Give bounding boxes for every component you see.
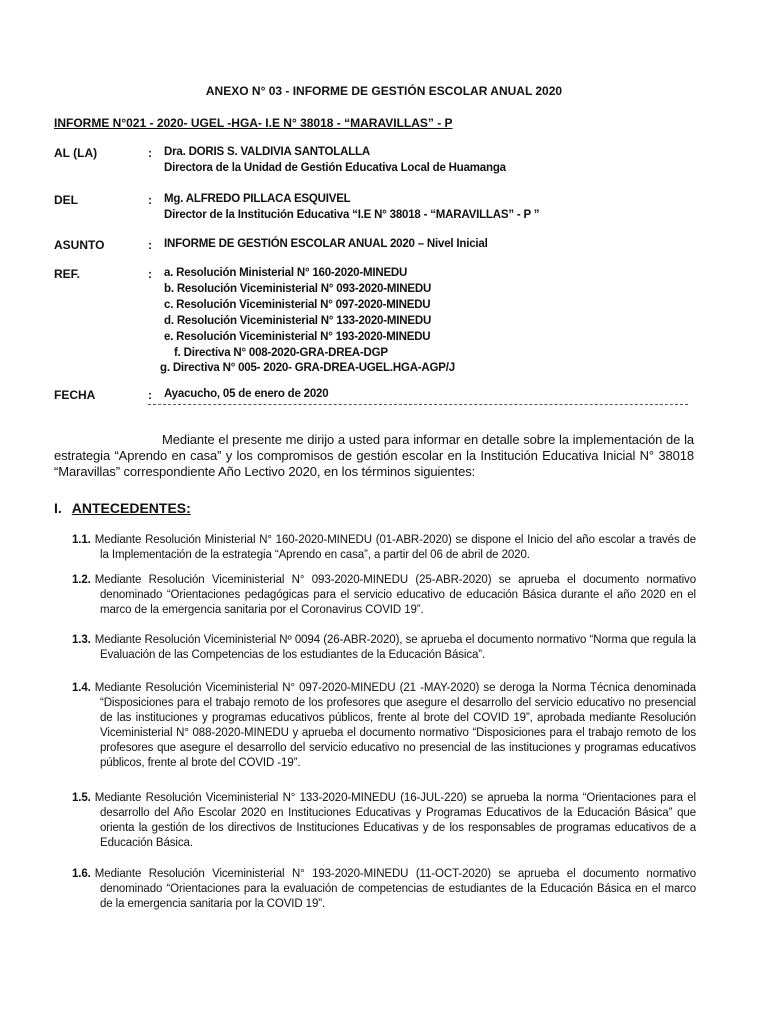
del-role: Director de la Institución Educativa “I.E N° 38018 - “MARAVILLAS” - P ”	[164, 209, 540, 221]
fecha-label: FECHA	[54, 388, 96, 402]
section-title: ANTECEDENTES:	[71, 500, 191, 516]
list-item	[72, 533, 696, 563]
ref-label: REF.	[54, 267, 81, 281]
separator-line	[148, 404, 688, 405]
al-name: Dra. DORIS S. VALDIVIA SANTOLALLA	[164, 146, 370, 158]
intro-text: Mediante el presente me dirijo a usted para informar en detalle sobre la implementación de la estrategia “Aprendo en casa” y los compromisos de gestión escolar en la Institución Educativa Inicial N° 38018 “Maravillas” correspondiente Año Lectivo 2020, en los términos siguientes:	[54, 432, 694, 479]
asunto-colon: :	[148, 238, 152, 252]
informe-reference: INFORME N°021 - 2020- UGEL -HGA- I.E N° 38018 - “MARAVILLAS” - P	[54, 116, 453, 130]
ref-item: e. Resolución Viceministerial N° 193-2020-MINEDU	[164, 331, 431, 343]
asunto-label: ASUNTO	[54, 238, 105, 252]
item-text: Mediante Resolución Viceministerial N° 093-2020-MINEDU (25-ABR-2020) se aprueba el documento normativo denominado “Orientaciones pedagógicas para el servicio educativo de educación Básica durante el año 2020 en el marco de la emergencia sanitaria por el Coronavirus COVID 19”.	[94, 574, 696, 616]
intro-paragraph	[54, 432, 694, 480]
document-title: ANEXO N° 03 - INFORME DE GESTIÓN ESCOLAR ANUAL 2020	[205, 84, 563, 98]
fecha-colon: :	[148, 388, 152, 402]
al-colon: :	[148, 146, 152, 160]
ref-item: g. Directiva N° 005- 2020- GRA-DREA-UGEL.HGA-AGP/J	[160, 362, 455, 374]
list-item	[72, 867, 696, 912]
item-number: 1.1.	[72, 534, 91, 546]
ref-item: a. Resolución Ministerial N° 160-2020-MINEDU	[164, 267, 408, 279]
del-name: Mg. ALFREDO PILLACA ESQUIVEL	[164, 193, 351, 205]
list-item	[72, 573, 696, 618]
section-number: I.	[54, 500, 62, 516]
del-label: DEL	[54, 193, 78, 207]
item-text: Mediante Resolución Viceministerial N° 097-2020-MINEDU (21 -MAY-2020) se deroga la Norma Técnica denominada “Disposiciones para el trabajo remoto de los profesores que asegure el desarrollo del servicio educativo no presencial de las instituciones y programas educativos públicos, frente al brote del COVID 19”, aprobada mediante Resolución Viceministerial N° 088-2020-MINEDU y aprueba el documento normativo “Disposiciones para el trabajo remoto de los profesores que asegure el desarrollo del servicio educativo no presencial de las instituciones y programas educativos públicos, frente al brote del COVID -19”.	[94, 682, 696, 769]
section-heading	[54, 500, 191, 516]
asunto-value: INFORME DE GESTIÓN ESCOLAR ANUAL 2020 – Nivel Inicial	[164, 238, 488, 250]
list-item	[72, 791, 696, 851]
del-colon: :	[148, 193, 152, 207]
item-number: 1.4.	[72, 682, 91, 694]
ref-item: d. Resolución Viceministerial N° 133-2020-MINEDU	[164, 315, 432, 327]
list-item	[72, 633, 696, 663]
ref-item: c. Resolución Viceministerial N° 097-2020-MINEDU	[164, 299, 431, 311]
ref-colon: :	[148, 267, 152, 281]
ref-item: b. Resolución Viceministerial N° 093-2020-MINEDU	[164, 283, 432, 295]
ref-item: f. Directiva N° 008-2020-GRA-DREA-DGP	[174, 347, 388, 359]
al-label: AL (LA)	[54, 146, 98, 160]
item-number: 1.6.	[72, 868, 91, 880]
item-number: 1.5.	[72, 792, 91, 804]
list-item	[72, 681, 696, 771]
item-text: Mediante Resolución Viceministerial N° 133-2020-MINEDU (16-JUL-220) se aprueba la norma “Orientaciones para el desarrollo del Año Escolar 2020 en Instituciones Educativas y Programas Educativos de la Educación Básica” que orienta la gestión de los directivos de Instituciones Educativas y de los responsables de programas educativos de a Educación Básica.	[94, 792, 696, 849]
fecha-value: Ayacucho, 05 de enero de 2020	[164, 388, 329, 400]
item-number: 1.2.	[72, 574, 91, 586]
item-text: Mediante Resolución Viceministerial N° 193-2020-MINEDU (11-OCT-2020) se aprueba el documento normativo denominado “Orientaciones para la evaluación de competencias de estudiantes de la Educación Básica en el marco de la emergencia sanitaria por la COVID 19”.	[94, 868, 696, 910]
al-role: Directora de la Unidad de Gestión Educativa Local de Huamanga	[164, 162, 506, 174]
item-text: Mediante Resolución Viceministerial Nº 0094 (26-ABR-2020), se aprueba el documento normativo “Norma que regula la Evaluación de las Competencias de los estudiantes de la Educación Básica”.	[94, 634, 696, 661]
item-number: 1.3.	[72, 634, 91, 646]
item-text: Mediante Resolución Ministerial N° 160-2020-MINEDU (01-ABR-2020) se dispone el Inicio del año escolar a través de la Implementación de la estrategia “Aprendo en casa”, a partir del 06 de abril de 2020.	[94, 534, 696, 561]
